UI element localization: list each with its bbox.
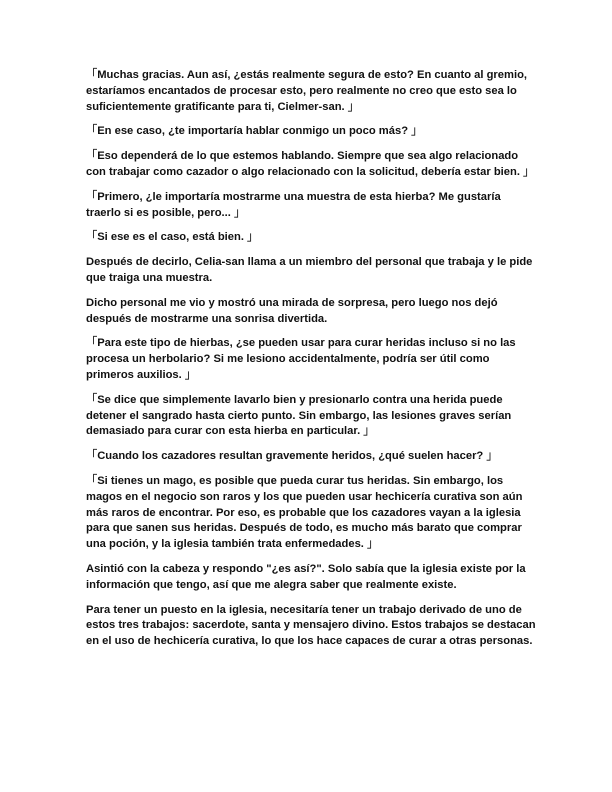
paragraph: 「Eso dependerá de lo que estemos hablando. Siempre que sea algo relacionado con trabajar como cazador o algo relacionado con la solicitud, debería estar bien. 」 (86, 150, 535, 178)
paragraph: 「Si ese es el caso, está bien. 」 (86, 231, 259, 244)
paragraph: 「Se dice que simplemente lavarlo bien y presionarlo contra una herida puede detener el sangrado hasta cierto punto. Sin embargo, las lesiones graves serían demasiado para curar con esta hierba en particular. 」 (86, 393, 512, 438)
document-body (86, 68, 536, 659)
paragraph: 「En ese caso, ¿te importaría hablar conmigo un poco más? 」 (86, 125, 423, 138)
paragraph: 「Cuando los cazadores resultan gravemente heridos, ¿qué suelen hacer? 」 (86, 450, 498, 463)
paragraph: 「Si tienes un mago, es posible que pueda curar tus heridas. Sin embargo, los magos en el negocio son raros y los que pueden usar hechicería curativa son aún más raros de encontrar. Por eso, es probable que los cazadores vayan a la iglesia para que sanen sus heridas. Después de todo, es mucho más barato que comprar una poción, y la iglesia también trata enfermedades. 」 (86, 474, 523, 551)
paragraph: Después de decirlo, Celia-san llama a un miembro del personal que trabaja y le pide que traiga una muestra. (86, 256, 533, 284)
paragraph: Asintió con la cabeza y respondo "¿es así?". Solo sabía que la iglesia existe por la información que tengo, así que me alegra saber que realmente existe. (86, 562, 526, 591)
paragraph: Para tener un puesto en la iglesia, necesitaría tener un trabajo derivado de uno de estos tres trabajos: sacerdote, santa y mensajero divino. Estos trabajos se destacan en el uso de hechicería curativa, lo que los hace capaces de curar a otras personas. (86, 603, 536, 648)
paragraph: 「Muchas gracias. Aun así, ¿estás realmente segura de esto? En cuanto al gremio, estaríamos encantados de procesar esto, pero realmente no creo que esto sea lo suficientemente gratificante para ti, Cielmer-san. 」 (86, 69, 528, 113)
paragraph: 「Para este tipo de hierbas, ¿se pueden usar para curar heridas incluso si no las procesa un herbolario? Si me lesiono accidentalmente, podría ser útil como primeros auxilios. 」 (86, 337, 516, 381)
paragraph: 「Primero, ¿le importaría mostrarme una muestra de esta hierba? Me gustaría traerlo si es posible, pero... 」 (86, 190, 501, 219)
paragraph: Dicho personal me vio y mostró una mirada de sorpresa, pero luego nos dejó después de mostrarme una sonrisa divertida. (86, 296, 498, 325)
